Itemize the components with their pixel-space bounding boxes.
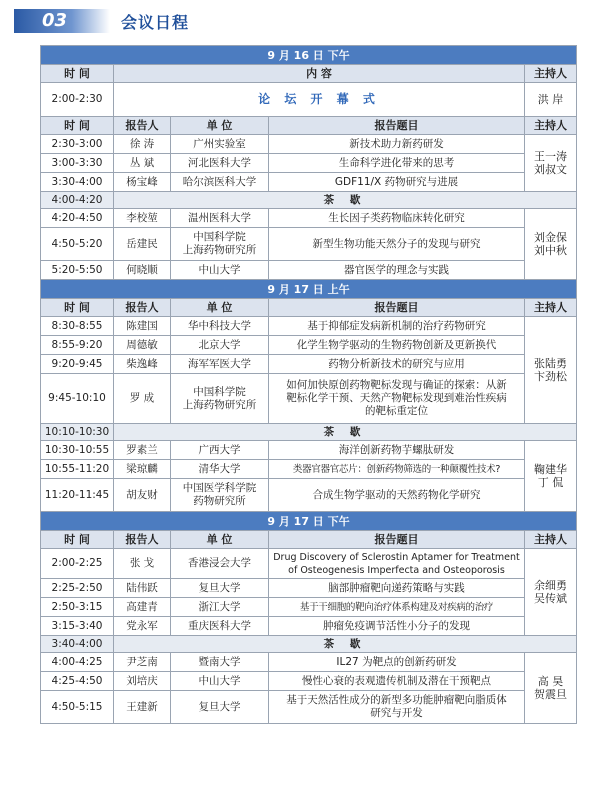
speaker-cell: 徐 涛 [114,135,171,154]
col-speaker-header: 报告人 [114,299,171,317]
col-topic-header: 报告题目 [269,531,525,549]
table-row [41,355,577,374]
unit-cell: 重庆医科大学 [171,617,269,636]
column-header-row [41,299,577,317]
col-moderator-header: 主持人 [525,299,577,317]
moderator-name: 张陆勇 [534,357,567,370]
unit-cell [171,374,269,424]
time-cell: 10:10-10:30 [41,424,114,441]
speaker-cell: 罗素兰 [114,441,171,460]
tea-break-label: 茶 歇 [114,192,577,209]
topic-cell: 新技术助力新药研发 [269,135,525,154]
col-unit-header: 单 位 [171,531,269,549]
time-cell: 9:20-9:45 [41,355,114,374]
table-row [41,460,577,479]
col-topic-header: 报告题目 [269,117,525,135]
table-row [41,479,577,512]
page-title: 会议日程 [121,13,190,32]
speaker-cell: 王建新 [114,691,171,724]
speaker-cell: 岳建民 [114,228,171,261]
time-cell: 2:00-2:25 [41,549,114,579]
column-header-row [41,117,577,135]
day-title: 9 月 17 日 上午 [41,280,577,299]
moderator-name: 鞠建华 [534,463,567,476]
topic-cell [269,374,525,424]
unit-cell: 清华大学 [171,460,269,479]
unit-cell: 复旦大学 [171,691,269,724]
table-row [41,173,577,192]
day-title: 9 月 17 日 下午 [41,512,577,531]
time-cell: 4:20-4:50 [41,209,114,228]
topic-cell: 脑部肿瘤靶向递药策略与实践 [269,579,525,598]
unit-cell: 海军军医大学 [171,355,269,374]
table-row [41,154,577,173]
page-header [0,0,613,40]
speaker-cell: 党永军 [114,617,171,636]
table-row [41,336,577,355]
speaker-cell: 梁琼麟 [114,460,171,479]
moderator-name: 刘金保 [534,231,567,244]
col-moderator-header: 主持人 [525,531,577,549]
topic-cell: 器官医学的理念与实践 [269,261,525,280]
tea-break-label: 茶 歇 [114,424,577,441]
time-cell: 10:30-10:55 [41,441,114,460]
topic-cell: 生长因子类药物临床转化研究 [269,209,525,228]
topic-cell: 化学生物学驱动的生物药物创新及更新换代 [269,336,525,355]
col-topic-header: 报告题目 [269,299,525,317]
topic-cell: 慢性心衰的表观遗传机制及潜在干预靶点 [269,672,525,691]
time-cell: 2:25-2:50 [41,579,114,598]
col-unit-header: 单 位 [171,299,269,317]
unit-cell: 广西大学 [171,441,269,460]
schedule-table [40,45,577,724]
time-cell: 10:55-11:20 [41,460,114,479]
col-moderator-header: 主持人 [525,117,577,135]
unit-line: 药物研究所 [193,495,246,507]
time-cell: 4:00-4:25 [41,653,114,672]
time-cell: 3:15-3:40 [41,617,114,636]
table-row [41,653,577,672]
time-cell: 8:55-9:20 [41,336,114,355]
time-cell: 4:00-4:20 [41,192,114,209]
unit-cell: 复旦大学 [171,579,269,598]
column-header-row [41,65,577,83]
topic-line: 基于天然活性成分的新型多功能肿瘤靶向脂质体 [286,694,507,706]
time-cell: 11:20-11:45 [41,479,114,512]
unit-cell: 浙江大学 [171,598,269,617]
tea-break-row [41,192,577,209]
speaker-cell: 周德敏 [114,336,171,355]
time-cell: 9:45-10:10 [41,374,114,424]
time-cell: 3:30-4:00 [41,173,114,192]
table-row [41,83,577,117]
tea-break-row [41,424,577,441]
table-row [41,135,577,154]
moderator-cell [525,441,577,512]
col-unit-header: 单 位 [171,117,269,135]
topic-line: 如何加快原创药物靶标发现与确证的探索：从新 [286,379,507,391]
col-time-header: 时 间 [41,299,114,317]
moderator-name: 刘中秋 [534,244,567,257]
table-row [41,441,577,460]
topic-cell: 新型生物功能天然分子的发现与研究 [269,228,525,261]
table-row [41,549,577,579]
time-cell: 3:00-3:30 [41,154,114,173]
section-number: 03 [42,10,68,31]
moderator-cell [525,317,577,424]
table-row [41,317,577,336]
unit-line: 中国科学院 [193,231,246,243]
moderator-name: 王一涛 [534,150,567,163]
time-cell: 2:30-3:00 [41,135,114,154]
moderator-name: 吴传斌 [534,592,567,605]
col-speaker-header: 报告人 [114,117,171,135]
time-cell: 2:50-3:15 [41,598,114,617]
topic-line: 的靶标重定位 [365,405,428,417]
table-row [41,598,577,617]
moderator-cell [525,549,577,636]
speaker-cell: 柴逸峰 [114,355,171,374]
moderator-cell [525,209,577,280]
unit-cell: 哈尔滨医科大学 [171,173,269,192]
unit-line: 中国科学院 [193,385,246,398]
unit-cell [171,479,269,512]
col-time-header: 时 间 [41,117,114,135]
moderator-cell: 洪 岸 [525,83,577,117]
topic-cell: 基于干细胞的靶向治疗体系构建及对疾病的治疗 [269,598,525,617]
table-row [41,209,577,228]
topic-line: 靶标化学干预、天然产物靶标发现到难治性疾病 [286,392,507,404]
column-header-row [41,531,577,549]
topic-line: of Osteogenesis Imperfecta and Osteoporosis [288,564,505,576]
topic-cell: 类器官器官芯片：创新药物筛选的一种颠覆性技术? [269,460,525,479]
opening-ceremony: 论 坛 开 幕 式 [114,83,525,117]
table-row [41,691,577,724]
speaker-cell: 胡友财 [114,479,171,512]
time-cell: 3:40-4:00 [41,636,114,653]
col-content-header: 内 容 [114,65,525,83]
speaker-cell: 何晓顺 [114,261,171,280]
topic-cell: IL27 为靶点的创新药研发 [269,653,525,672]
speaker-cell: 陈建国 [114,317,171,336]
unit-cell: 暨南大学 [171,653,269,672]
topic-cell [269,691,525,724]
unit-cell: 广州实验室 [171,135,269,154]
speaker-cell: 高建青 [114,598,171,617]
moderator-name: 刘叔文 [534,163,567,176]
topic-cell: 肿瘤免疫调节活性小分子的发现 [269,617,525,636]
tea-break-label: 茶 歇 [114,636,577,653]
day-header-row [41,512,577,531]
col-time-header: 时 间 [41,65,114,83]
unit-cell [171,228,269,261]
topic-line: 研究与开发 [370,707,423,719]
table-row [41,672,577,691]
time-cell: 4:50-5:20 [41,228,114,261]
time-cell: 2:00-2:30 [41,83,114,117]
topic-cell: 药物分析新技术的研究与应用 [269,355,525,374]
speaker-cell: 陆伟跃 [114,579,171,598]
unit-cell: 中山大学 [171,261,269,280]
col-moderator-header: 主持人 [525,65,577,83]
table-row [41,228,577,261]
time-cell: 4:50-5:15 [41,691,114,724]
day-title: 9 月 16 日 下午 [41,46,577,65]
unit-cell: 中山大学 [171,672,269,691]
moderator-name: 丁 侃 [537,476,564,489]
col-speaker-header: 报告人 [114,531,171,549]
topic-cell: GDF11/X 药物研究与进展 [269,173,525,192]
speaker-cell: 杨宝峰 [114,173,171,192]
topic-cell: 基于抑郁症发病新机制的治疗药物研究 [269,317,525,336]
unit-cell: 河北医科大学 [171,154,269,173]
unit-cell: 香港浸会大学 [171,549,269,579]
tea-break-row [41,636,577,653]
moderator-cell [525,135,577,192]
day-header-row [41,280,577,299]
col-time-header: 时 间 [41,531,114,549]
unit-cell: 华中科技大学 [171,317,269,336]
time-cell: 5:20-5:50 [41,261,114,280]
table-row [41,374,577,424]
unit-line: 上海药物研究所 [182,398,257,411]
unit-cell: 北京大学 [171,336,269,355]
speaker-cell: 张 戈 [114,549,171,579]
unit-line: 上海药物研究所 [182,244,257,256]
topic-cell: 海洋创新药物芋螺肽研发 [269,441,525,460]
moderator-cell [525,653,577,724]
topic-cell [269,549,525,579]
moderator-name: 高 昊 [537,675,564,688]
table-row [41,261,577,280]
moderator-name: 卞劲松 [534,370,567,383]
topic-cell: 生命科学进化带来的思考 [269,154,525,173]
speaker-cell: 李校堃 [114,209,171,228]
unit-cell: 温州医科大学 [171,209,269,228]
section-number-badge [14,9,110,33]
moderator-name: 余细勇 [534,579,567,592]
day-header-row [41,46,577,65]
topic-cell: 合成生物学驱动的天然药物化学研究 [269,479,525,512]
topic-line: Drug Discovery of Sclerostin Aptamer for Treatment [273,551,520,563]
time-cell: 8:30-8:55 [41,317,114,336]
moderator-name: 贺震旦 [534,688,567,701]
speaker-cell: 罗 成 [114,374,171,424]
table-row [41,617,577,636]
time-cell: 4:25-4:50 [41,672,114,691]
speaker-cell: 刘培庆 [114,672,171,691]
table-row [41,579,577,598]
unit-line: 中国医学科学院 [182,482,257,494]
speaker-cell: 丛 斌 [114,154,171,173]
speaker-cell: 尹芝南 [114,653,171,672]
